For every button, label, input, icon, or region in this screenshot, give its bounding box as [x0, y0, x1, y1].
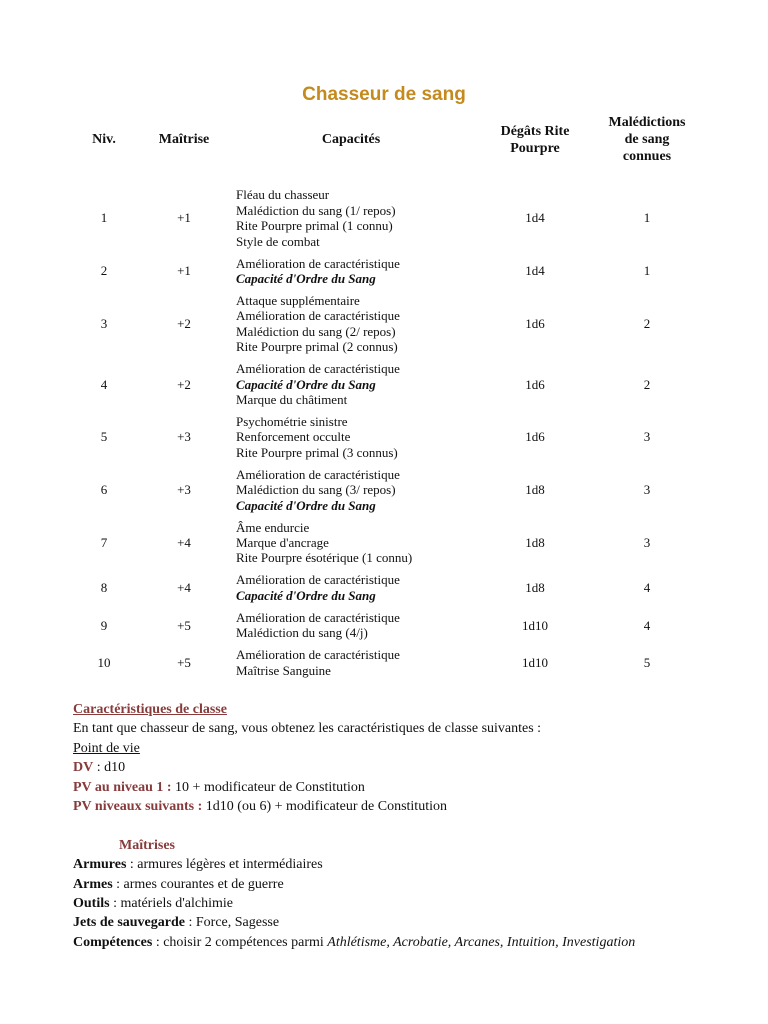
rite-damage-cell: 1d8	[525, 580, 545, 596]
curses-known-cell: 4	[643, 580, 651, 596]
rite-damage-cell: 1d10	[522, 617, 548, 633]
header-line: Pourpre	[510, 140, 560, 156]
curses-known-cell: 1	[643, 210, 651, 226]
table-row	[64, 411, 697, 464]
hit-die-label: DV	[73, 760, 94, 776]
header-rite-damage	[473, 114, 597, 184]
proficiency-bonus-cell: +5	[177, 617, 191, 633]
table-row	[64, 644, 697, 681]
rite-damage-cell: 1d6	[525, 316, 545, 332]
table-row	[64, 290, 697, 358]
feature-item: Psychométrie sinistre	[236, 413, 348, 429]
proficiency-bonus-cell: +2	[177, 316, 191, 332]
level-cell: 5	[100, 429, 108, 445]
curses-known-cell: 3	[643, 429, 651, 445]
feature-item: Capacité d'Ordre du Sang	[236, 376, 376, 392]
proficiency-bonus-cell: +1	[177, 263, 191, 279]
class-features-section	[73, 700, 753, 952]
feature-item: Amélioration de caractéristique	[236, 308, 400, 324]
feature-item: Fléau du chasseur	[236, 187, 330, 203]
features-cell	[224, 411, 473, 464]
progression-table-body	[64, 184, 697, 681]
proficiency-bonus-cell: +1	[177, 210, 191, 226]
feature-item: Malédiction du sang (4/j)	[236, 625, 368, 641]
proficiency-bonus-cell: +3	[177, 482, 191, 498]
armor-proficiency-line	[73, 855, 753, 874]
feature-item: Renforcement occulte	[236, 429, 351, 445]
level-cell: 1	[100, 210, 108, 226]
feature-item: Rite Pourpre primal (1 connu)	[236, 218, 393, 234]
feature-item: Rite Pourpre primal (3 connus)	[236, 444, 398, 460]
weapons-label: Armes	[73, 876, 113, 892]
hit-points-heading: Point de vie	[73, 740, 140, 756]
rite-damage-cell: 1d6	[525, 429, 545, 445]
level-cell: 9	[100, 617, 108, 633]
tools-label: Outils	[73, 895, 110, 911]
saves-value: : Force, Sagesse	[185, 915, 280, 931]
curses-known-cell: 4	[643, 617, 651, 633]
features-cell	[224, 358, 473, 411]
hit-die-value: : d10	[93, 760, 126, 776]
skills-line	[73, 933, 753, 952]
armor-value: : armures légères et intermédiaires	[126, 857, 323, 873]
proficiency-bonus-cell: +4	[177, 580, 191, 596]
feature-item: Malédiction du sang (3/ repos)	[236, 482, 396, 498]
table-row	[64, 569, 697, 606]
feature-item: Âme endurcie	[236, 519, 310, 535]
feature-item: Marque du châtiment	[236, 391, 348, 407]
proficiency-bonus-cell: +3	[177, 429, 191, 445]
rite-damage-cell: 1d4	[525, 263, 545, 279]
table-row	[64, 184, 697, 252]
saves-label: Jets de sauvegarde	[73, 915, 185, 931]
header-level: Niv.	[92, 132, 116, 147]
hp-next-levels-label: PV niveaux suivants :	[73, 798, 203, 814]
skills-value: : choisir 2 compétences parmi	[152, 934, 328, 950]
header-line: Dégâts Rite	[500, 123, 570, 139]
feature-item: Amélioration de caractéristique	[236, 361, 400, 377]
table-row	[64, 358, 697, 411]
feature-item: Malédiction du sang (1/ repos)	[236, 202, 396, 218]
table-row	[64, 463, 697, 516]
weapon-proficiency-line	[73, 875, 753, 894]
rite-damage-cell: 1d6	[525, 376, 545, 392]
feature-item: Malédiction du sang (2/ repos)	[236, 323, 396, 339]
curses-known-cell: 5	[643, 654, 651, 670]
proficiency-bonus-cell: +2	[177, 376, 191, 392]
hp-level1-line	[73, 778, 753, 797]
tool-proficiency-line	[73, 894, 753, 913]
header-proficiency-bonus: Maîtrise	[158, 132, 210, 147]
curses-known-cell: 2	[643, 376, 651, 392]
curses-known-cell: 2	[643, 316, 651, 332]
hp-level1-label: PV au niveau 1 :	[73, 779, 172, 795]
table-row	[64, 516, 697, 569]
header-curses-known	[597, 114, 697, 184]
feature-item: Rite Pourpre primal (2 connus)	[236, 339, 398, 355]
page-title: Chasseur de sang	[302, 84, 466, 105]
feature-item: Rite Pourpre ésotérique (1 connu)	[236, 550, 413, 566]
rite-damage-cell: 1d4	[525, 210, 545, 226]
feature-item: Maîtrise Sanguine	[236, 662, 331, 678]
proficiencies-heading: Maîtrises	[119, 837, 175, 853]
table-header-row	[64, 114, 697, 184]
features-cell	[224, 644, 473, 681]
blank-line	[73, 816, 753, 835]
weapons-value: : armes courantes et de guerre	[112, 876, 284, 892]
level-cell: 7	[100, 534, 108, 550]
feature-item: Capacité d'Ordre du Sang	[236, 497, 376, 513]
feature-item: Amélioration de caractéristique	[236, 647, 400, 663]
hit-die-line	[73, 758, 753, 777]
feature-item: Capacité d'Ordre du Sang	[236, 587, 376, 603]
table-row	[64, 252, 697, 289]
feature-item: Amélioration de caractéristique	[236, 255, 400, 271]
tools-value: : matériels d'alchimie	[109, 895, 234, 911]
feature-item: Marque d'ancrage	[236, 534, 329, 550]
table-row	[64, 607, 697, 644]
features-cell	[224, 463, 473, 516]
level-cell: 8	[100, 580, 108, 596]
level-cell: 2	[100, 263, 108, 279]
hp-level1-value: 10 + modificateur de Constitution	[171, 779, 365, 795]
skills-options: Athlétisme, Acrobatie, Arcanes, Intuition, Investigation	[327, 934, 636, 950]
features-cell	[224, 184, 473, 252]
feature-item: Capacité d'Ordre du Sang	[236, 270, 376, 286]
feature-item: Amélioration de caractéristique	[236, 466, 400, 482]
rite-damage-cell: 1d8	[525, 482, 545, 498]
feature-item: Amélioration de caractéristique	[236, 609, 400, 625]
armor-label: Armures	[73, 857, 127, 873]
features-cell	[224, 516, 473, 569]
saving-throws-line	[73, 913, 753, 932]
curses-known-cell: 3	[643, 534, 651, 550]
hp-next-levels-value: 1d10 (ou 6) + modificateur de Constitution	[202, 798, 447, 814]
hp-next-levels-line	[73, 797, 753, 816]
features-cell	[224, 252, 473, 289]
class-features-intro: En tant que chasseur de sang, vous obtenez les caractéristiques de classe suivantes :	[73, 721, 542, 737]
header-line: de sang	[624, 132, 670, 147]
class-features-heading: Caractéristiques de classe	[73, 702, 227, 717]
feature-item: Amélioration de caractéristique	[236, 572, 400, 588]
curses-known-cell: 1	[643, 263, 651, 279]
features-cell	[224, 290, 473, 358]
proficiency-bonus-cell: +5	[177, 654, 191, 670]
skills-label: Compétences	[73, 934, 153, 950]
level-cell: 6	[100, 482, 108, 498]
level-cell: 10	[97, 654, 111, 670]
curses-known-cell: 3	[643, 482, 651, 498]
features-cell	[224, 569, 473, 606]
proficiency-bonus-cell: +4	[177, 534, 191, 550]
rite-damage-cell: 1d10	[522, 654, 548, 670]
level-cell: 3	[100, 316, 108, 332]
header-features: Capacités	[321, 132, 381, 147]
progression-table	[64, 114, 697, 681]
header-line: connues	[622, 149, 672, 164]
header-line: Malédictions	[608, 115, 686, 130]
feature-item: Style de combat	[236, 233, 320, 249]
features-cell	[224, 607, 473, 644]
level-cell: 4	[100, 376, 108, 392]
rite-damage-cell: 1d8	[525, 534, 545, 550]
feature-item: Attaque supplémentaire	[236, 292, 360, 308]
